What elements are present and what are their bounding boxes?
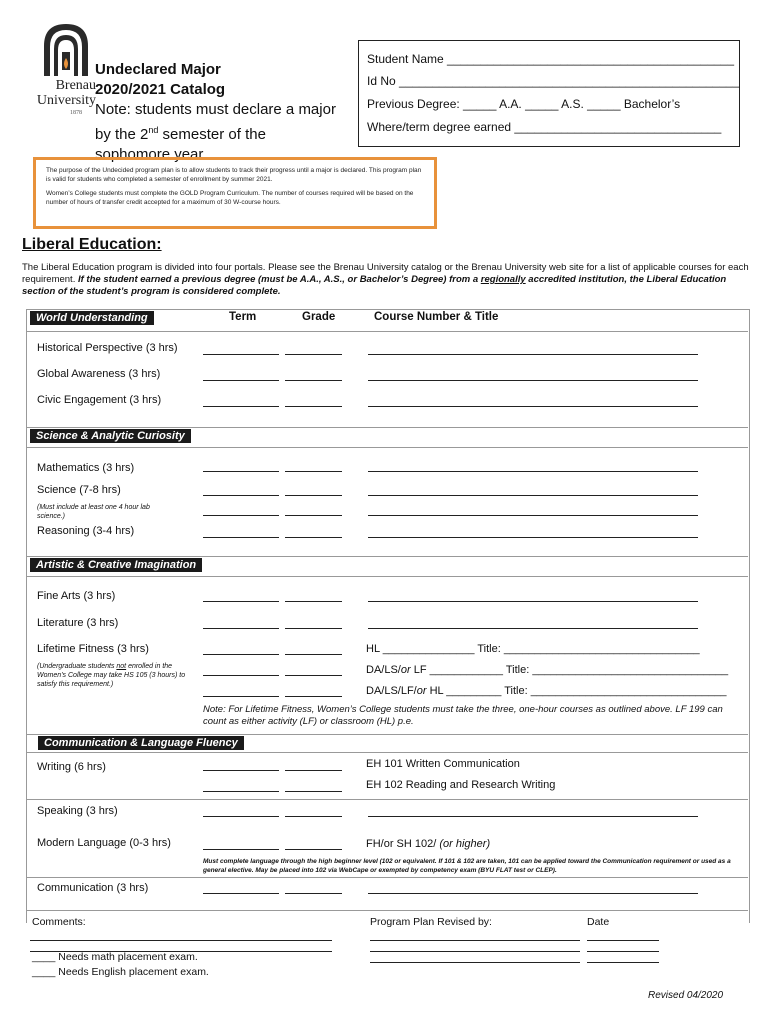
fitness-dalslf-line[interactable]: DA/LS/LF/or HL _________ Title: ________________________________ bbox=[366, 685, 727, 697]
comments-line-1[interactable] bbox=[30, 940, 332, 941]
term-input[interactable] bbox=[203, 654, 279, 655]
row-science: Science (7-8 hrs) bbox=[37, 484, 121, 496]
speaking-divider bbox=[26, 799, 748, 800]
fitness-womens-note: Note: For Lifetime Fitness, Women’s College students must take the three, one-hour courses as outlined above. LF 199 can count as either activity (LF) or classroom (HL) p.e. bbox=[203, 704, 723, 727]
term-input[interactable] bbox=[203, 628, 279, 629]
row-fine-arts: Fine Arts (3 hrs) bbox=[37, 590, 116, 602]
section-world-understanding: World Understanding bbox=[30, 311, 154, 325]
date-line-1[interactable] bbox=[587, 940, 659, 941]
course-input[interactable] bbox=[368, 515, 698, 516]
term-input[interactable] bbox=[203, 537, 279, 538]
grade-input[interactable] bbox=[285, 406, 342, 407]
course-input[interactable] bbox=[368, 354, 698, 355]
comments-label: Comments: bbox=[32, 916, 86, 928]
artistic-divider bbox=[26, 556, 748, 557]
grade-input[interactable] bbox=[285, 515, 342, 516]
term-input[interactable] bbox=[203, 849, 279, 850]
student-name-field[interactable]: Student Name ___________________________________________ bbox=[367, 52, 735, 66]
course-eh101: EH 101 Written Communication bbox=[366, 758, 520, 770]
english-placement-check[interactable]: ____ Needs English placement exam. bbox=[32, 966, 209, 978]
modern-language-course: FH/or SH 102/ (or higher) bbox=[366, 838, 491, 850]
grade-input[interactable] bbox=[285, 471, 342, 472]
revised-by-line-1[interactable] bbox=[370, 940, 580, 941]
grade-input[interactable] bbox=[285, 654, 342, 655]
grade-input[interactable] bbox=[285, 696, 342, 697]
previous-degree-field[interactable]: Previous Degree: _____ A.A. _____ A.S. _____ Bachelor’s bbox=[367, 97, 681, 111]
purpose-notice bbox=[33, 157, 437, 229]
artistic-divider-2 bbox=[26, 576, 748, 577]
grade-input[interactable] bbox=[285, 675, 342, 676]
date-label: Date bbox=[587, 916, 610, 928]
course-input[interactable] bbox=[368, 537, 698, 538]
grade-input[interactable] bbox=[285, 791, 342, 792]
term-input[interactable] bbox=[203, 471, 279, 472]
declare-note-3: sophomore year. bbox=[95, 146, 207, 163]
purpose-text: The purpose of the Undecided program plan is to allow students to track their progress until a major is declared. This program plan is valid for students who completed a semester of enrollment by summer 2021. bbox=[46, 167, 422, 183]
title-block bbox=[95, 60, 355, 165]
row-global-awareness: Global Awareness (3 hrs) bbox=[37, 368, 161, 380]
term-input[interactable] bbox=[203, 770, 279, 771]
term-input[interactable] bbox=[203, 893, 279, 894]
row-literature: Literature (3 hrs) bbox=[37, 617, 119, 629]
row-civic-engagement: Civic Engagement (3 hrs) bbox=[37, 394, 162, 406]
term-input[interactable] bbox=[203, 675, 279, 676]
term-input[interactable] bbox=[203, 696, 279, 697]
section-artistic-creative: Artistic & Creative Imagination bbox=[30, 558, 202, 572]
row-reasoning: Reasoning (3-4 hrs) bbox=[37, 525, 135, 537]
course-input[interactable] bbox=[368, 380, 698, 381]
grade-input[interactable] bbox=[285, 849, 342, 850]
term-input[interactable] bbox=[203, 495, 279, 496]
declare-note-1: Note: students must declare a major bbox=[95, 101, 336, 118]
row-communication: Communication (3 hrs) bbox=[37, 882, 149, 894]
term-input[interactable] bbox=[203, 816, 279, 817]
logo-brenau: Brenau bbox=[55, 78, 96, 93]
course-input[interactable] bbox=[368, 816, 698, 817]
liberal-education-intro: The Liberal Education program is divided into four portals. Please see the Brenau University catalog or the Brenau University web site for a list of applicable courses for each requirement. If the student earned a previous degree (must be A.A., A.S., or Bachelor’s Degree) from a regionally accredited institution, the Liberal Education section of the student’s program is considered complete. bbox=[22, 262, 749, 297]
course-input[interactable] bbox=[368, 406, 698, 407]
header-divider bbox=[26, 331, 748, 332]
row-speaking: Speaking (3 hrs) bbox=[37, 805, 118, 817]
science-divider-2 bbox=[26, 447, 748, 448]
gold-program-text: Women’s College students must complete the GOLD Program Curriculum. The number of courses required will be based on the number of hours of transfer credit accepted for a maximum of 30 W-course hours. bbox=[46, 190, 414, 206]
term-input[interactable] bbox=[203, 354, 279, 355]
course-eh102: EH 102 Reading and Research Writing bbox=[366, 779, 556, 791]
section-communication-language: Communication & Language Fluency bbox=[38, 736, 244, 750]
row-mathematics: Mathematics (3 hrs) bbox=[37, 462, 135, 474]
arch-logo-icon bbox=[40, 22, 92, 76]
grade-input[interactable] bbox=[285, 495, 342, 496]
section-science-analytic: Science & Analytic Curiosity bbox=[30, 429, 191, 443]
communication-divider bbox=[26, 734, 748, 735]
term-input[interactable] bbox=[203, 380, 279, 381]
term-input[interactable] bbox=[203, 406, 279, 407]
date-line-3[interactable] bbox=[587, 962, 659, 963]
row-modern-language: Modern Language (0-3 hrs) bbox=[37, 837, 171, 849]
science-divider bbox=[26, 427, 748, 428]
column-course: Course Number & Title bbox=[374, 311, 499, 323]
row-writing: Writing (6 hrs) bbox=[37, 761, 106, 773]
course-input[interactable] bbox=[368, 628, 698, 629]
row-lifetime-fitness: Lifetime Fitness (3 hrs) bbox=[37, 643, 149, 655]
grade-input[interactable] bbox=[285, 770, 342, 771]
grade-input[interactable] bbox=[285, 537, 342, 538]
grade-input[interactable] bbox=[285, 628, 342, 629]
row-historical-perspective: Historical Perspective (3 hrs) bbox=[37, 342, 178, 354]
revised-by-label: Program Plan Revised by: bbox=[370, 916, 492, 928]
grade-input[interactable] bbox=[285, 816, 342, 817]
term-input[interactable] bbox=[203, 791, 279, 792]
communication-row-divider bbox=[26, 877, 748, 878]
degree-earned-field[interactable]: Where/term degree earned _______________________________ bbox=[367, 120, 722, 134]
column-grade: Grade bbox=[302, 311, 336, 323]
column-term: Term bbox=[229, 311, 257, 323]
course-input[interactable] bbox=[368, 471, 698, 472]
communication-divider-2 bbox=[26, 752, 748, 753]
revised-by-line-3[interactable] bbox=[370, 962, 580, 963]
term-input[interactable] bbox=[203, 601, 279, 602]
course-input[interactable] bbox=[368, 601, 698, 602]
term-input[interactable] bbox=[203, 515, 279, 516]
student-info-box bbox=[358, 40, 740, 147]
catalog-year: 2020/2021 Catalog bbox=[95, 81, 226, 98]
liberal-education-heading: Liberal Education: bbox=[22, 236, 162, 253]
date-line-2[interactable] bbox=[587, 951, 659, 952]
grade-input[interactable] bbox=[285, 893, 342, 894]
science-lab-note: (Must include at least one 4 hour lab science.) bbox=[37, 504, 150, 520]
fitness-dals-line[interactable]: DA/LS/or LF ____________ Title: ________________________________ bbox=[366, 664, 729, 676]
grade-input[interactable] bbox=[285, 601, 342, 602]
fitness-undergrad-note: (Undergraduate students not enrolled in the Women’s College may take HS 105 (3 hours) to satisfy this requirement.) bbox=[37, 663, 186, 688]
revision-date: Revised 04/2020 bbox=[648, 990, 724, 1001]
declare-note-2: by the 2nd semester of the bbox=[95, 125, 266, 143]
fitness-hl-line[interactable]: HL _______________ Title: ________________________________ bbox=[366, 643, 700, 655]
program-title: Undeclared Major bbox=[95, 61, 221, 78]
math-placement-check[interactable]: ____ Needs math placement exam. bbox=[32, 951, 198, 963]
student-id-field[interactable]: Id No ___________________________________________________ bbox=[367, 74, 740, 88]
university-logo bbox=[30, 22, 96, 120]
frame-bottom bbox=[26, 910, 748, 911]
grade-input[interactable] bbox=[285, 380, 342, 381]
course-input[interactable] bbox=[368, 495, 698, 496]
grade-input[interactable] bbox=[285, 354, 342, 355]
revised-by-line-2[interactable] bbox=[370, 951, 580, 952]
logo-university: University bbox=[36, 93, 96, 108]
course-input[interactable] bbox=[368, 893, 698, 894]
modern-language-note: Must complete language through the high beginner level (102 or equivalent. If 101 & 102 are taken, 101 can be applied toward the Communication requirement or used as a general elective. May be placed into 102 via WebCape or exempted by competency exam (BYU FLAT test or CLEP). bbox=[203, 858, 731, 874]
logo-year: 1878 bbox=[70, 110, 82, 116]
